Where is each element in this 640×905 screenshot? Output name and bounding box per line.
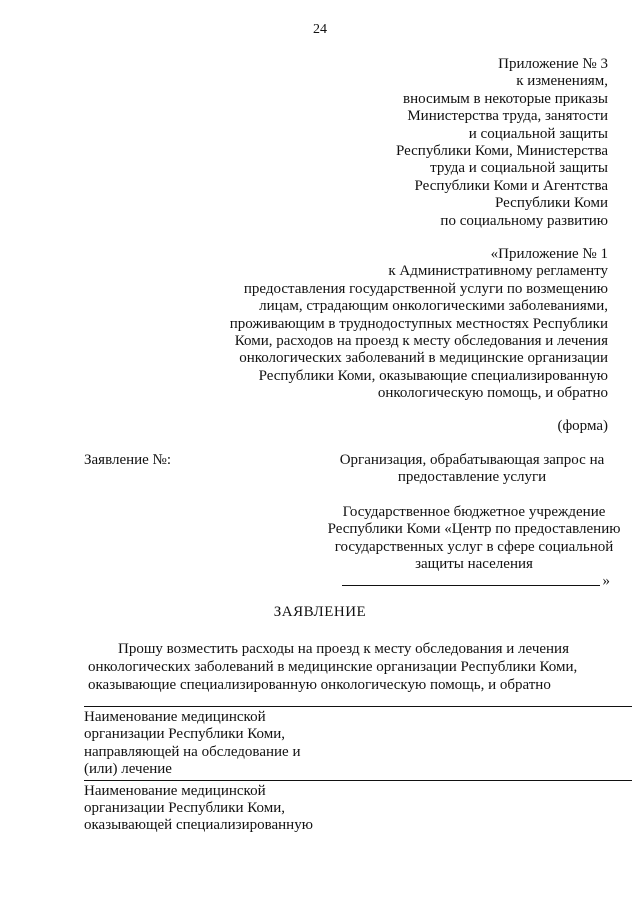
row-label-line: Наименование медицинской xyxy=(84,782,266,799)
appendix-3-line: Республики Коми и Агентства xyxy=(414,177,608,194)
row-value-referring-organization[interactable] xyxy=(320,707,632,781)
appendix-3-line: Республики Коми xyxy=(495,195,608,212)
table-row xyxy=(84,780,632,836)
underline-rule xyxy=(342,585,600,586)
appendix-3-line: Приложение № 3 xyxy=(498,56,608,72)
row-label-referring-organization xyxy=(84,707,320,781)
processing-organization xyxy=(322,452,622,487)
page-number: 24 xyxy=(313,22,327,37)
appendix-1-line: «Приложение № 1 xyxy=(490,246,608,262)
row-label-line: направляющей на обследование и xyxy=(84,743,301,760)
row-label-line: Наименование медицинской xyxy=(84,709,266,725)
appendix-3-line: труда и социальной защиты xyxy=(430,160,608,177)
appendix-3-header xyxy=(308,56,608,230)
request-line: Прошу возместить расходы на проезд к месту обследования и лечения xyxy=(118,641,569,657)
appendix-1-line: онкологических заболеваний в медицинские организации xyxy=(239,350,608,367)
closing-quote: » xyxy=(602,573,610,589)
request-line: онкологических заболеваний в медицинские организации Республики Коми, xyxy=(88,659,578,675)
row-label-line: организации Республики Коми, xyxy=(84,800,286,817)
row-value-specialized-organization[interactable] xyxy=(320,780,632,836)
organization-name-line: Государственное бюджетное учреждение xyxy=(342,504,606,520)
organization-line: Организация, обрабатывающая запрос на xyxy=(339,452,605,468)
table-row xyxy=(84,707,632,781)
organization-name-line: защиты населения xyxy=(415,556,533,573)
request-paragraph xyxy=(88,640,626,694)
appendix-3-line: к изменениям, xyxy=(516,73,608,90)
application-form-table xyxy=(84,706,632,836)
organization-fill-line[interactable] xyxy=(342,572,610,589)
organization-name-line: государственных услуг в сфере социальной xyxy=(334,538,614,555)
appendix-3-line: Республики Коми, Министерства xyxy=(395,143,608,160)
row-label-line: оказывающей специализированную xyxy=(84,817,313,834)
appendix-1-line: Республики Коми, оказывающие специализированную xyxy=(258,367,608,384)
appendix-1-line: предоставления государственной услуги по возмещению xyxy=(243,280,608,297)
appendix-1-line: Коми, расходов на проезд к месту обследования и лечения xyxy=(234,333,608,350)
document-title: ЗАЯВЛЕНИЕ xyxy=(273,604,367,620)
appendix-3-line: по социальному развитию xyxy=(440,212,608,229)
row-label-specialized-organization xyxy=(84,780,320,836)
request-line: оказывающие специализированную онкологическую помощь, и обратно xyxy=(88,677,551,693)
organization-name xyxy=(318,504,630,574)
appendix-1-line: к Административному регламенту xyxy=(388,263,608,280)
appendix-1-line: проживающим в труднодоступных местностях Республики xyxy=(229,315,608,332)
row-label-line: организации Республики Коми, xyxy=(84,726,286,743)
row-label-line: (или) лечение xyxy=(84,761,172,778)
organization-name-line: Республики Коми «Центр по предоставлению xyxy=(327,521,621,538)
form-label: (форма) xyxy=(557,418,608,434)
appendix-3-line: Министерства труда, занятости xyxy=(407,108,608,125)
appendix-1-line: лицам, страдающим онкологическими заболеваниями, xyxy=(259,298,608,315)
appendix-1-line: онкологическую помощь, и обратно xyxy=(377,385,608,402)
organization-line: предоставление услуги xyxy=(397,469,547,486)
appendix-1-header xyxy=(188,246,608,403)
appendix-3-line: и социальной защиты xyxy=(468,125,608,142)
application-number-label: Заявление №: xyxy=(84,452,172,468)
appendix-3-line: вносимым в некоторые приказы xyxy=(403,90,608,107)
